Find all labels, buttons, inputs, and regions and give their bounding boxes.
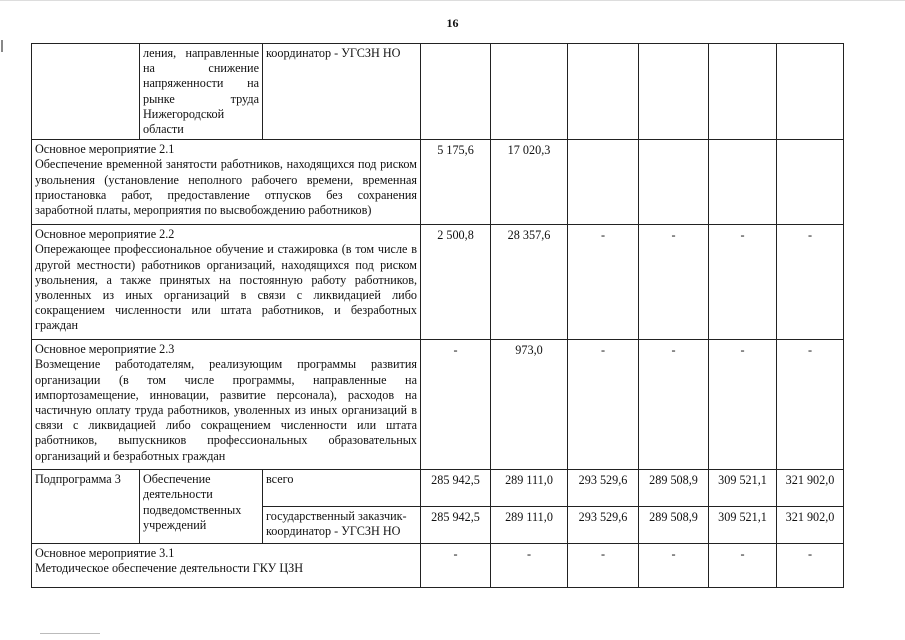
value-cell: 293 529,6 (568, 507, 639, 544)
empty-cell (32, 44, 140, 140)
value-cell: - (639, 340, 709, 470)
measure-title: Основное мероприятие 2.2 (35, 227, 175, 242)
measure-description-cell (32, 544, 421, 588)
funding-source-cell: государственный заказчик-координатор - УГСЗН НО (263, 507, 421, 544)
program-funding-table (31, 43, 844, 588)
measure-description-cell (32, 225, 421, 340)
measure-text: Возмещение работодателям, реализующим программы развития организации (в том числе программы, направленные на импортозамещение, инновации, развитие персонала), расходов на частичную оплату труда работников, уволенных из иных организаций в связи с ликвидацией либо сокращением численности или штата работников, выпускников профессиональных образовательных организаций и безработных граждан (35, 357, 417, 463)
value-cell: 17 020,3 (491, 140, 568, 225)
value-cell (639, 44, 709, 140)
binding-mark (1, 40, 3, 52)
measure-title: Основное мероприятие 2.3 (35, 342, 175, 357)
value-cell: - (777, 340, 844, 470)
value-cell (491, 44, 568, 140)
value-cell: - (777, 544, 844, 588)
value-cell: - (639, 225, 709, 340)
value-cell: 293 529,6 (568, 470, 639, 507)
value-cell: 973,0 (491, 340, 568, 470)
value-cell: 5 175,6 (421, 140, 491, 225)
value-cell: 309 521,1 (709, 507, 777, 544)
measure-text: Обеспечение временной занятости работников, находящихся под риском увольнения (установление неполного рабочего времени, временная приостановка работ, предоставление отпусков без сохранения заработной платы, мероприятия по высвобождению работников) (35, 157, 417, 218)
value-cell: 309 521,1 (709, 470, 777, 507)
value-cell: - (421, 544, 491, 588)
value-cell: - (491, 544, 568, 588)
measure-text: Методическое обеспечение деятельности ГКУ ЦЗН (35, 561, 304, 576)
value-cell: 289 111,0 (491, 507, 568, 544)
value-cell: - (639, 544, 709, 588)
measure-title: Основное мероприятие 2.1 (35, 142, 175, 157)
value-cell: 2 500,8 (421, 225, 491, 340)
value-cell (777, 44, 844, 140)
table-row (32, 44, 844, 140)
value-cell: 321 902,0 (777, 470, 844, 507)
subprogram-label-cell: Подпрограмма 3 (32, 470, 140, 544)
page-top-edge (0, 0, 905, 1)
page-number: 16 (446, 16, 459, 30)
value-cell (639, 140, 709, 225)
value-cell (709, 140, 777, 225)
scan-artifact-line (40, 633, 100, 634)
value-cell: 321 902,0 (777, 507, 844, 544)
measure-description-cell (32, 140, 421, 225)
funding-source-cell: всего (263, 470, 421, 507)
value-cell: 285 942,5 (421, 507, 491, 544)
value-cell: - (568, 544, 639, 588)
value-cell (777, 140, 844, 225)
value-cell: - (568, 340, 639, 470)
value-cell (568, 140, 639, 225)
value-cell: 289 508,9 (639, 470, 709, 507)
value-cell: - (709, 544, 777, 588)
measure-text: Опережающее профессиональное обучение и стажировка (в том числе в другой местности) работников организаций, находящихся под риском увольнения, а также принятых на постоянную работу работников, уволенных из иных организаций в связи с ликвидацией либо сокращением численности или штата работников, и безработных граждан (35, 242, 417, 333)
value-cell: 289 111,0 (491, 470, 568, 507)
funding-source-cell: координатор - УГСЗН НО (263, 44, 421, 140)
table-row (32, 544, 844, 588)
value-cell: - (709, 340, 777, 470)
value-cell: - (421, 340, 491, 470)
value-cell (421, 44, 491, 140)
value-cell (568, 44, 639, 140)
value-cell: - (709, 225, 777, 340)
value-cell: 285 942,5 (421, 470, 491, 507)
table-row (32, 470, 844, 507)
table-row (32, 140, 844, 225)
value-cell: 28 357,6 (491, 225, 568, 340)
value-cell: - (568, 225, 639, 340)
activity-name-cell: ления, направленные на снижение напряженности на рынке труда Нижегородской области (140, 44, 263, 140)
table-row (32, 225, 844, 340)
subprogram-name-cell: Обеспечение деятельности подведомственных учреждений (140, 470, 263, 544)
measure-title: Основное мероприятие 3.1 (35, 546, 175, 561)
value-cell (709, 44, 777, 140)
measure-description-cell (32, 340, 421, 470)
value-cell: - (777, 225, 844, 340)
value-cell: 289 508,9 (639, 507, 709, 544)
table-row (32, 340, 844, 470)
